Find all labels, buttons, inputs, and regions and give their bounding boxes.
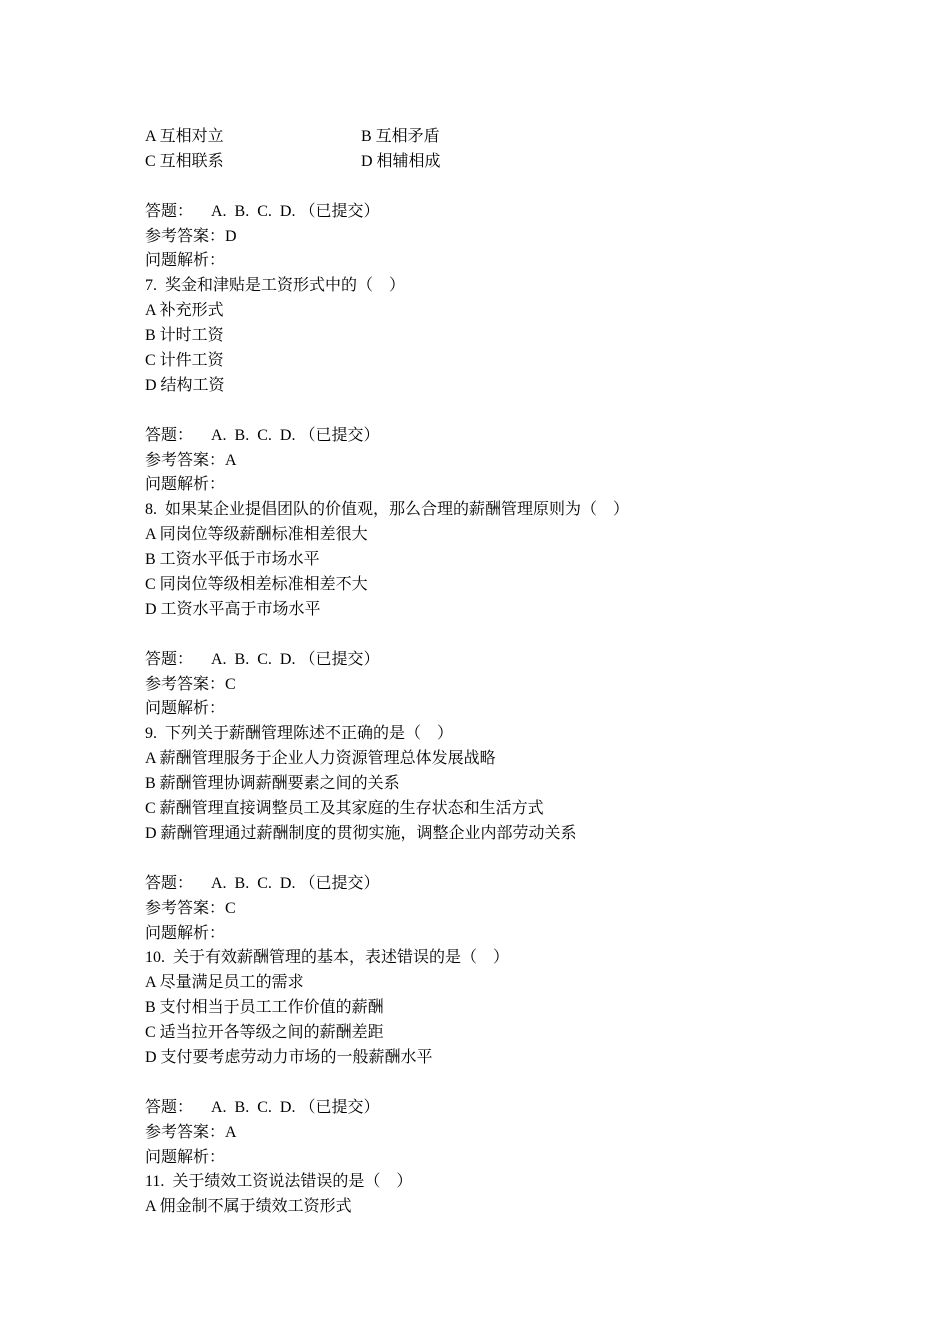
answer-row <box>145 872 845 897</box>
spacer <box>145 175 845 200</box>
q10-option-d: D 支付要考虑劳动力市场的一般薪酬水平 <box>145 1048 433 1066</box>
answer-label: 答题： <box>145 874 194 892</box>
answer-label: 答题： <box>145 1098 194 1116</box>
q8-option-d: D 工资水平高于市场水平 <box>145 600 321 618</box>
document-content <box>145 125 845 1220</box>
q8-option-c: C 同岗位等级相差标准相差不大 <box>145 576 368 594</box>
q9-option-b: B 薪酬管理协调薪酬要素之间的关系 <box>145 775 400 793</box>
option-row <box>145 150 845 175</box>
option-b: B 互相矛盾 <box>361 128 440 145</box>
question-9: 9. 下列关于薪酬管理陈述不正确的是（ ） <box>145 725 454 743</box>
answer-choices: A. B. C. D. （已提交） <box>211 202 380 220</box>
q11-option-a: A 佣金制不属于绩效工资形式 <box>145 1198 352 1216</box>
answer-choices: A. B. C. D. （已提交） <box>211 650 380 668</box>
q7-option-c: C 计件工资 <box>145 352 224 370</box>
answer-row <box>145 200 845 225</box>
answer-label: 答题： <box>145 426 194 444</box>
q8-option-b: B 工资水平低于市场水平 <box>145 551 320 569</box>
answer-row <box>145 424 845 449</box>
q10-option-b: B 支付相当于员工工作价值的薪酬 <box>145 999 384 1017</box>
answer-row <box>145 648 845 673</box>
analysis-label: 问题解析： <box>145 924 226 942</box>
option-c: C 互相联系 <box>145 152 224 170</box>
spacer <box>145 399 845 424</box>
reference-answer: 参考答案：A <box>145 1123 237 1141</box>
q9-option-c: C 薪酬管理直接调整员工及其家庭的生存状态和生活方式 <box>145 800 544 818</box>
q7-option-b: B 计时工资 <box>145 327 224 345</box>
answer-choices: A. B. C. D. （已提交） <box>211 426 380 444</box>
reference-answer: 参考答案：C <box>145 675 236 693</box>
q10-option-c: C 适当拉开各等级之间的薪酬差距 <box>145 1024 384 1042</box>
question-11: 11. 关于绩效工资说法错误的是（ ） <box>145 1173 413 1191</box>
question-8: 8. 如果某企业提倡团队的价值观，那么合理的薪酬管理原则为（ ） <box>145 501 630 519</box>
answer-label: 答题： <box>145 650 194 668</box>
option-a: A 互相对立 <box>145 128 224 145</box>
q8-option-a: A 同岗位等级薪酬标准相差很大 <box>145 526 368 544</box>
spacer <box>145 847 845 872</box>
reference-answer: 参考答案：C <box>145 899 236 917</box>
analysis-label: 问题解析： <box>145 1148 226 1166</box>
spacer <box>145 623 845 648</box>
question-7: 7. 奖金和津贴是工资形式中的（ ） <box>145 277 406 295</box>
question-10: 10. 关于有效薪酬管理的基本，表述错误的是（ ） <box>145 949 510 967</box>
option-d: D 相辅相成 <box>361 152 441 170</box>
option-row <box>145 125 845 150</box>
analysis-label: 问题解析： <box>145 700 226 718</box>
q9-option-a: A 薪酬管理服务于企业人力资源管理总体发展战略 <box>145 750 496 768</box>
analysis-label: 问题解析： <box>145 476 226 494</box>
q7-option-d: D 结构工资 <box>145 376 225 394</box>
q9-option-d: D 薪酬管理通过薪酬制度的贯彻实施，调整企业内部劳动关系 <box>145 824 577 842</box>
reference-answer: 参考答案：A <box>145 451 237 469</box>
reference-answer: 参考答案：D <box>145 227 237 245</box>
answer-choices: A. B. C. D. （已提交） <box>211 874 380 892</box>
q10-option-a: A 尽量满足员工的需求 <box>145 974 304 992</box>
answer-choices: A. B. C. D. （已提交） <box>211 1098 380 1116</box>
q7-option-a: A 补充形式 <box>145 302 224 320</box>
answer-label: 答题： <box>145 202 194 220</box>
spacer <box>145 1071 845 1096</box>
answer-row <box>145 1096 845 1121</box>
analysis-label: 问题解析： <box>145 252 226 270</box>
